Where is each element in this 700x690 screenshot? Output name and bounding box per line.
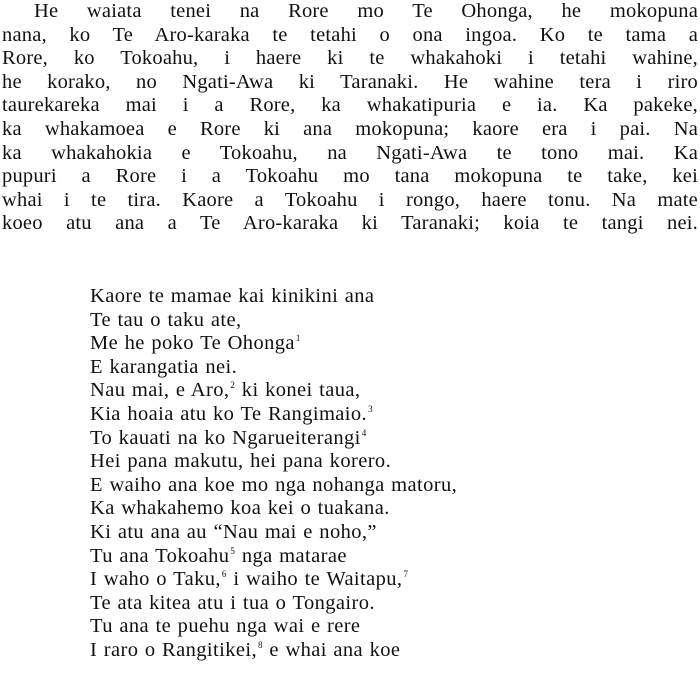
poem-line-text: Hei pana makutu, hei pana korero. [90,450,392,473]
footnote-marker: 6 [221,569,227,580]
poem-line-text: Kaore te mamae kai kinikini ana [90,285,375,307]
footnote-marker: 7 [403,569,409,580]
intro-line: taurekareka mai i a Rore, ka whakatipuria e ia. Ka pakeke, [2,94,698,117]
poem-line [90,403,457,427]
poem-line [90,285,457,309]
intro-line: koeo atu ana a Te Aro-karaka ki Taranaki; koia te tangi nei. [2,212,698,235]
intro-line: nana, ko Te Aro-karaka te tetahi o ona ingoa. Ko te tama a [2,23,698,46]
intro-line: pupuri a Rore i a Tokoahu mo tana mokopuna te take, kei [2,165,698,188]
poem-line-text: Tu ana Tokoahu [90,544,230,567]
footnote-marker: 3 [368,403,373,414]
intro-paragraph [2,0,698,236]
poem-line [90,497,457,521]
poem-line-text: Te ata kitea atu i tua o Tongairo. [90,591,375,614]
poem-line-text: e whai ana koe [262,638,401,661]
poem-line [90,450,457,474]
poem-line-text: E waiho ana koe mo nga nohanga matoru, [90,473,458,496]
poem-line-text: Ka whakahemo koa kei o tuakana. [90,497,390,520]
poem-line-text: Nau mai, e Aro, [90,379,230,402]
poem-line [90,309,457,333]
poem-line-text: Ki atu ana au “Nau mai e noho,” [90,520,377,543]
poem-line-text: Kia hoaia atu ko Te Rangimaio. [90,402,368,425]
intro-line: ka whakahokia e Tokoahu, na Ngati-Awa te tono mai. Ka [2,141,698,164]
poem-line [90,615,457,639]
poem-line-text: Tu ana te puehu nga wai e rere [90,615,361,638]
intro-line: He waiata tenei na Rore mo Te Ohonga, he mokopuna [34,0,698,22]
intro-line: ka whakamoea e Rore ki ana mokopuna; kaore era i pai. Na [2,117,698,140]
poem-line-text: I raro o Rangitikei, [90,638,257,661]
poem-line-text: Te tau o taku ate, [90,308,242,331]
poem-line-text: E karangatia nei. [90,355,238,378]
poem-line-text: ki konei taua, [235,379,361,402]
poem-line-text: Me he poko Te Ohonga [90,332,295,355]
poem-line-text: To kauati na ko Ngarueiterangi [90,426,361,449]
poem-line-text: i waiho te Waitapu, [226,568,403,591]
poem-line-text: I waho o Taku, [90,568,221,591]
poem-line [90,332,457,356]
poem-line [90,639,457,663]
poem-line [90,356,457,380]
footnote-marker: 1 [295,333,301,344]
footnote-marker: 8 [257,639,263,650]
footnote-marker: 5 [230,545,236,556]
poem-line [90,521,457,545]
footnote-marker: 2 [230,380,236,391]
poem-line [90,379,457,403]
poem-line [90,545,457,569]
poem-line [90,592,457,616]
poem-line [90,568,457,592]
intro-line: he korako, no Ngati-Awa ki Taranaki. He wahine tera i riro [2,70,698,93]
intro-line: whai i te tira. Kaore a Tokoahu i rongo, haere tonu. Na mate [2,188,698,211]
footnote-marker: 4 [361,427,367,438]
poem-line [90,474,457,498]
poem-verse [90,285,457,663]
poem-line [90,427,457,451]
poem-line-text: nga matarae [235,544,347,567]
intro-line: Rore, ko Tokoahu, i haere ki te whakahoki i tetahi wahine, [2,47,698,70]
